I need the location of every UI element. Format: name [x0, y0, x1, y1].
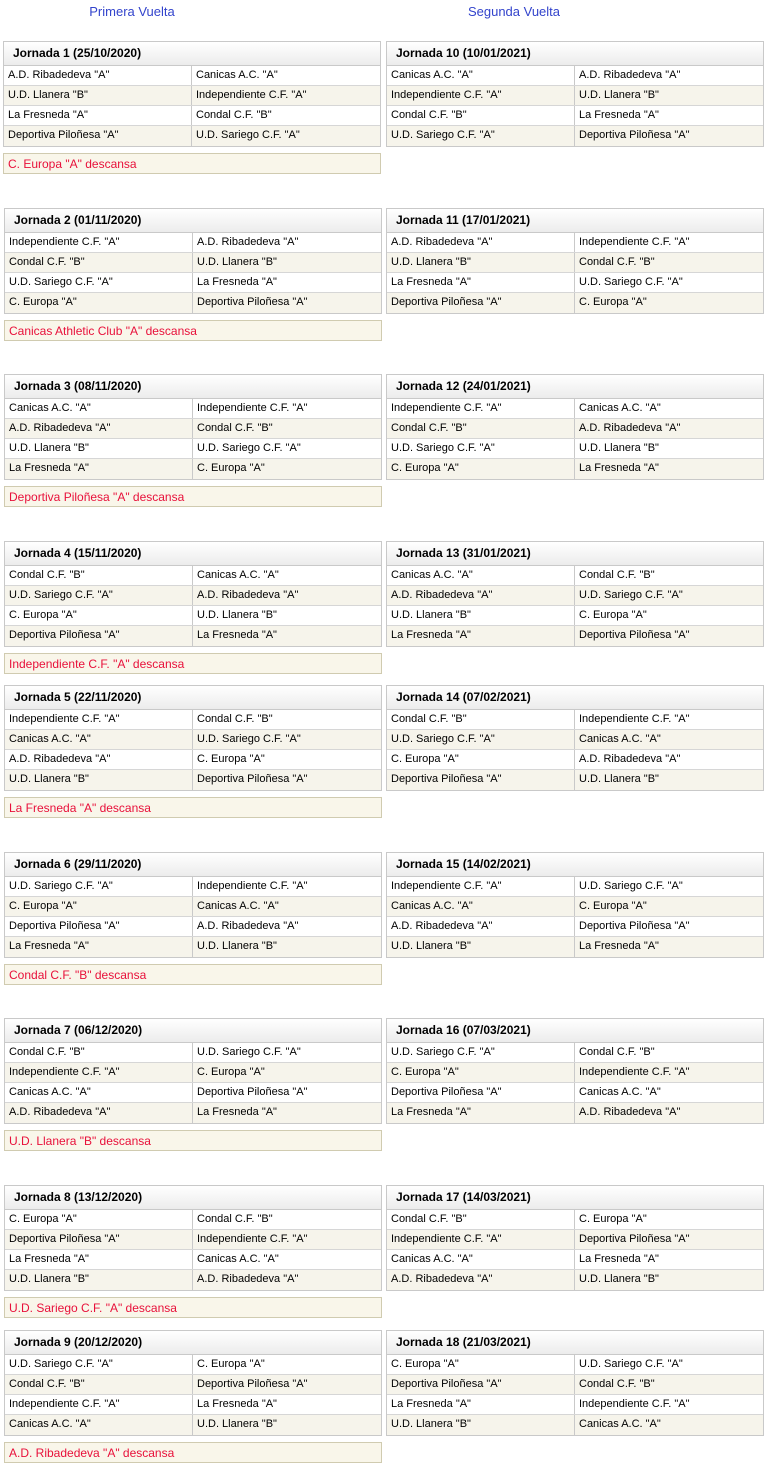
- home-team: Deportiva Piloñesa "A": [387, 770, 575, 790]
- home-team: Deportiva Piloñesa "A": [387, 1083, 575, 1102]
- match-row: [5, 937, 381, 957]
- match-row: [5, 233, 381, 253]
- away-team: C. Europa "A": [197, 1066, 265, 1078]
- away-team: Condal C.F. "B": [579, 1378, 655, 1390]
- home-team: U.D. Llanera "B": [387, 937, 575, 957]
- match-row: [5, 419, 381, 439]
- away-team: Condal C.F. "B": [579, 256, 655, 268]
- away-team: Independiente C.F. "A": [579, 236, 690, 248]
- jornada-table-13: [386, 541, 764, 647]
- jornada-title: Jornada 3 (08/11/2020): [5, 375, 381, 399]
- away-team: Condal C.F. "B": [579, 1046, 655, 1058]
- home-team: Deportiva Piloñesa "A": [5, 1230, 193, 1249]
- match-row: [5, 1270, 381, 1290]
- jornada-title: Jornada 12 (24/01/2021): [387, 375, 763, 399]
- home-team: A.D. Ribadedeva "A": [387, 917, 575, 936]
- away-team: U.D. Sariego C.F. "A": [196, 129, 300, 141]
- match-row: [5, 606, 381, 626]
- match-row: [387, 233, 763, 253]
- home-team: U.D. Sariego C.F. "A": [387, 439, 575, 458]
- home-team: U.D. Llanera "B": [387, 253, 575, 272]
- away-team: A.D. Ribadedeva "A": [197, 236, 299, 248]
- home-team: Condal C.F. "B": [5, 1043, 193, 1062]
- match-row: [387, 273, 763, 293]
- home-team: C. Europa "A": [5, 606, 193, 625]
- away-team: U.D. Sariego C.F. "A": [579, 276, 683, 288]
- match-row: [387, 1083, 763, 1103]
- away-team: La Fresneda "A": [579, 1253, 659, 1265]
- match-row: [387, 1230, 763, 1250]
- home-team: Condal C.F. "B": [387, 710, 575, 729]
- home-team: C. Europa "A": [387, 1063, 575, 1082]
- jornada-table-2: [4, 208, 382, 314]
- match-row: [387, 566, 763, 586]
- away-team: A.D. Ribadedeva "A": [197, 589, 299, 601]
- home-team: C. Europa "A": [387, 1355, 575, 1374]
- away-team: Independiente C.F. "A": [197, 1233, 308, 1245]
- home-team: Independiente C.F. "A": [387, 86, 575, 105]
- jornada-title: Jornada 15 (14/02/2021): [387, 853, 763, 877]
- match-row: [4, 66, 380, 86]
- home-team: La Fresneda "A": [387, 626, 575, 646]
- away-team: Canicas A.C. "A": [197, 569, 279, 581]
- home-team: La Fresneda "A": [387, 1395, 575, 1414]
- match-row: [4, 86, 380, 106]
- match-row: [5, 1415, 381, 1435]
- match-row: [387, 917, 763, 937]
- home-team: A.D. Ribadedeva "A": [5, 1103, 193, 1123]
- away-team: U.D. Sariego C.F. "A": [579, 880, 683, 892]
- away-team: U.D. Sariego C.F. "A": [579, 1358, 683, 1370]
- away-team: La Fresneda "A": [197, 629, 277, 641]
- home-team: A.D. Ribadedeva "A": [5, 750, 193, 769]
- match-row: [387, 106, 763, 126]
- match-row: [387, 399, 763, 419]
- jornada-table-9: [4, 1330, 382, 1436]
- match-row: [5, 253, 381, 273]
- away-team: Independiente C.F. "A": [579, 1398, 690, 1410]
- jornada-title: Jornada 6 (29/11/2020): [5, 853, 381, 877]
- match-row: [5, 750, 381, 770]
- away-team: U.D. Sariego C.F. "A": [197, 1046, 301, 1058]
- away-team: U.D. Llanera "B": [579, 773, 659, 785]
- home-team: Canicas A.C. "A": [5, 1415, 193, 1435]
- match-row: [387, 897, 763, 917]
- home-team: Independiente C.F. "A": [387, 1230, 575, 1249]
- match-row: [5, 399, 381, 419]
- jornada-table-8: [4, 1185, 382, 1291]
- match-row: [5, 459, 381, 479]
- home-team: U.D. Sariego C.F. "A": [387, 730, 575, 749]
- home-team: Canicas A.C. "A": [387, 66, 575, 85]
- home-team: A.D. Ribadedeva "A": [387, 586, 575, 605]
- match-row: [387, 1210, 763, 1230]
- home-team: U.D. Sariego C.F. "A": [387, 126, 575, 146]
- match-row: [387, 253, 763, 273]
- home-team: Condal C.F. "B": [5, 253, 193, 272]
- home-team: U.D. Sariego C.F. "A": [5, 1355, 193, 1374]
- jornada-title: Jornada 9 (20/12/2020): [5, 1331, 381, 1355]
- away-team: U.D. Sariego C.F. "A": [197, 733, 301, 745]
- match-row: [387, 1250, 763, 1270]
- home-team: Independiente C.F. "A": [5, 710, 193, 729]
- match-row: [5, 626, 381, 646]
- match-row: [387, 459, 763, 479]
- away-team: A.D. Ribadedeva "A": [579, 1106, 681, 1118]
- home-team: C. Europa "A": [5, 1210, 193, 1229]
- match-row: [387, 126, 763, 146]
- jornada-title: Jornada 13 (31/01/2021): [387, 542, 763, 566]
- match-row: [5, 1210, 381, 1230]
- home-team: Canicas A.C. "A": [5, 399, 193, 418]
- away-team: Canicas A.C. "A": [579, 733, 661, 745]
- home-team: U.D. Sariego C.F. "A": [5, 877, 193, 896]
- away-team: U.D. Llanera "B": [197, 1418, 277, 1430]
- away-team: A.D. Ribadedeva "A": [197, 920, 299, 932]
- home-team: Independiente C.F. "A": [5, 1395, 193, 1414]
- jornada-table-16: [386, 1018, 764, 1124]
- jornada-title: Jornada 16 (07/03/2021): [387, 1019, 763, 1043]
- match-row: [5, 586, 381, 606]
- home-team: C. Europa "A": [387, 459, 575, 479]
- away-team: U.D. Llanera "B": [197, 609, 277, 621]
- away-team: U.D. Llanera "B": [579, 89, 659, 101]
- away-team: Canicas A.C. "A": [579, 1086, 661, 1098]
- jornada-table-6: [4, 852, 382, 958]
- match-row: [4, 106, 380, 126]
- jornada-title: Jornada 1 (25/10/2020): [4, 42, 380, 66]
- match-row: [387, 1270, 763, 1290]
- jornada-title: Jornada 2 (01/11/2020): [5, 209, 381, 233]
- away-team: Deportiva Piloñesa "A": [579, 129, 690, 141]
- home-team: C. Europa "A": [5, 293, 193, 313]
- home-team: Independiente C.F. "A": [387, 877, 575, 896]
- away-team: Deportiva Piloñesa "A": [197, 1378, 308, 1390]
- away-team: C. Europa "A": [579, 900, 647, 912]
- jornada-table-1: [3, 41, 381, 147]
- home-team: Canicas A.C. "A": [387, 897, 575, 916]
- away-team: Independiente C.F. "A": [197, 880, 308, 892]
- home-team: C. Europa "A": [5, 897, 193, 916]
- jornada-table-7: [4, 1018, 382, 1124]
- home-team: La Fresneda "A": [387, 1103, 575, 1123]
- away-team: Canicas A.C. "A": [579, 402, 661, 414]
- home-team: Condal C.F. "B": [387, 106, 575, 125]
- away-team: Deportiva Piloñesa "A": [579, 629, 690, 641]
- jornada-table-5: [4, 685, 382, 791]
- segunda-vuelta-header: Segunda Vuelta: [467, 4, 561, 19]
- match-row: [5, 770, 381, 790]
- jornada-table-12: [386, 374, 764, 480]
- match-row: [5, 1083, 381, 1103]
- home-team: U.D. Llanera "B": [387, 1415, 575, 1435]
- match-row: [5, 1375, 381, 1395]
- rest-team-notice: Condal C.F. "B" descansa: [4, 964, 382, 985]
- away-team: La Fresneda "A": [197, 1398, 277, 1410]
- match-row: [387, 86, 763, 106]
- jornada-title: Jornada 4 (15/11/2020): [5, 542, 381, 566]
- home-team: A.D. Ribadedeva "A": [5, 419, 193, 438]
- match-row: [387, 1103, 763, 1123]
- home-team: Deportiva Piloñesa "A": [387, 293, 575, 313]
- rest-team-notice: U.D. Sariego C.F. "A" descansa: [4, 1297, 382, 1318]
- match-row: [387, 1375, 763, 1395]
- home-team: Canicas A.C. "A": [5, 1083, 193, 1102]
- home-team: Independiente C.F. "A": [5, 233, 193, 252]
- home-team: U.D. Llanera "B": [5, 1270, 193, 1290]
- home-team: Deportiva Piloñesa "A": [5, 917, 193, 936]
- match-row: [387, 606, 763, 626]
- away-team: A.D. Ribadedeva "A": [579, 422, 681, 434]
- home-team: Canicas A.C. "A": [387, 1250, 575, 1269]
- home-team: La Fresneda "A": [387, 273, 575, 292]
- match-row: [387, 710, 763, 730]
- match-row: [387, 750, 763, 770]
- home-team: Independiente C.F. "A": [5, 1063, 193, 1082]
- jornada-title: Jornada 7 (06/12/2020): [5, 1019, 381, 1043]
- away-team: La Fresneda "A": [197, 276, 277, 288]
- match-row: [5, 1230, 381, 1250]
- home-team: Canicas A.C. "A": [387, 566, 575, 585]
- away-team: La Fresneda "A": [579, 940, 659, 952]
- away-team: U.D. Llanera "B": [579, 1273, 659, 1285]
- away-team: C. Europa "A": [197, 753, 265, 765]
- match-row: [387, 586, 763, 606]
- jornada-title: Jornada 17 (14/03/2021): [387, 1186, 763, 1210]
- jornada-title: Jornada 10 (10/01/2021): [387, 42, 763, 66]
- away-team: Independiente C.F. "A": [579, 1066, 690, 1078]
- jornada-table-18: [386, 1330, 764, 1436]
- away-team: La Fresneda "A": [579, 462, 659, 474]
- home-team: U.D. Sariego C.F. "A": [387, 1043, 575, 1062]
- away-team: C. Europa "A": [197, 1358, 265, 1370]
- away-team: Canicas A.C. "A": [197, 1253, 279, 1265]
- away-team: Deportiva Piloñesa "A": [197, 773, 308, 785]
- away-team: La Fresneda "A": [579, 109, 659, 121]
- rest-team-notice: U.D. Llanera "B" descansa: [4, 1130, 382, 1151]
- match-row: [5, 1395, 381, 1415]
- home-team: Condal C.F. "B": [387, 419, 575, 438]
- home-team: A.D. Ribadedeva "A": [387, 1270, 575, 1290]
- away-team: U.D. Llanera "B": [197, 940, 277, 952]
- match-row: [387, 1415, 763, 1435]
- home-team: La Fresneda "A": [5, 937, 193, 957]
- home-team: Canicas A.C. "A": [5, 730, 193, 749]
- home-team: U.D. Llanera "B": [5, 770, 193, 790]
- match-row: [387, 1063, 763, 1083]
- match-row: [5, 273, 381, 293]
- home-team: Deportiva Piloñesa "A": [4, 126, 192, 146]
- rest-team-notice: Independiente C.F. "A" descansa: [4, 653, 382, 674]
- match-row: [387, 293, 763, 313]
- away-team: Condal C.F. "B": [197, 1213, 273, 1225]
- match-row: [387, 419, 763, 439]
- match-row: [387, 66, 763, 86]
- jornada-title: Jornada 11 (17/01/2021): [387, 209, 763, 233]
- match-row: [5, 1043, 381, 1063]
- match-row: [387, 1395, 763, 1415]
- jornada-title: Jornada 18 (21/03/2021): [387, 1331, 763, 1355]
- away-team: Condal C.F. "B": [197, 422, 273, 434]
- home-team: La Fresneda "A": [4, 106, 192, 125]
- away-team: Canicas A.C. "A": [197, 900, 279, 912]
- jornada-title: Jornada 5 (22/11/2020): [5, 686, 381, 710]
- rest-team-notice: A.D. Ribadedeva "A" descansa: [4, 1442, 382, 1463]
- away-team: A.D. Ribadedeva "A": [579, 753, 681, 765]
- away-team: Condal C.F. "B": [197, 713, 273, 725]
- home-team: Condal C.F. "B": [387, 1210, 575, 1229]
- match-row: [5, 566, 381, 586]
- away-team: Independiente C.F. "A": [197, 402, 308, 414]
- away-team: Condal C.F. "B": [579, 569, 655, 581]
- away-team: A.D. Ribadedeva "A": [579, 69, 681, 81]
- jornada-title: Jornada 14 (07/02/2021): [387, 686, 763, 710]
- match-row: [5, 293, 381, 313]
- rest-team-notice: La Fresneda "A" descansa: [4, 797, 382, 818]
- match-row: [387, 770, 763, 790]
- match-row: [387, 1355, 763, 1375]
- match-row: [387, 439, 763, 459]
- match-row: [387, 626, 763, 646]
- match-row: [5, 917, 381, 937]
- home-team: Independiente C.F. "A": [387, 399, 575, 418]
- away-team: U.D. Llanera "B": [197, 256, 277, 268]
- away-team: Independiente C.F. "A": [579, 713, 690, 725]
- away-team: U.D. Sariego C.F. "A": [197, 442, 301, 454]
- away-team: Canicas A.C. "A": [196, 69, 278, 81]
- away-team: U.D. Sariego C.F. "A": [579, 589, 683, 601]
- match-row: [5, 439, 381, 459]
- away-team: Condal C.F. "B": [196, 109, 272, 121]
- away-team: U.D. Llanera "B": [579, 442, 659, 454]
- away-team: Deportiva Piloñesa "A": [579, 1233, 690, 1245]
- home-team: C. Europa "A": [387, 750, 575, 769]
- away-team: C. Europa "A": [197, 462, 265, 474]
- away-team: C. Europa "A": [579, 296, 647, 308]
- match-row: [5, 1103, 381, 1123]
- home-team: A.D. Ribadedeva "A": [387, 233, 575, 252]
- away-team: Deportiva Piloñesa "A": [579, 920, 690, 932]
- home-team: Deportiva Piloñesa "A": [387, 1375, 575, 1394]
- home-team: U.D. Sariego C.F. "A": [5, 586, 193, 605]
- match-row: [387, 730, 763, 750]
- away-team: Deportiva Piloñesa "A": [197, 1086, 308, 1098]
- away-team: Independiente C.F. "A": [196, 89, 307, 101]
- match-row: [5, 1250, 381, 1270]
- jornada-table-3: [4, 374, 382, 480]
- primera-vuelta-header: Primera Vuelta: [89, 4, 175, 19]
- home-team: Condal C.F. "B": [5, 1375, 193, 1394]
- rest-team-notice: Canicas Athletic Club "A" descansa: [4, 320, 382, 341]
- away-team: Deportiva Piloñesa "A": [197, 296, 308, 308]
- jornada-table-10: [386, 41, 764, 147]
- rest-team-notice: Deportiva Piloñesa "A" descansa: [4, 486, 382, 507]
- match-row: [387, 1043, 763, 1063]
- match-row: [5, 897, 381, 917]
- home-team: U.D. Sariego C.F. "A": [5, 273, 193, 292]
- match-row: [387, 937, 763, 957]
- jornada-table-17: [386, 1185, 764, 1291]
- home-team: La Fresneda "A": [5, 1250, 193, 1269]
- jornada-table-11: [386, 208, 764, 314]
- match-row: [5, 1355, 381, 1375]
- match-row: [5, 730, 381, 750]
- home-team: U.D. Llanera "B": [5, 439, 193, 458]
- away-team: La Fresneda "A": [197, 1106, 277, 1118]
- jornada-title: Jornada 8 (13/12/2020): [5, 1186, 381, 1210]
- match-row: [387, 877, 763, 897]
- jornada-table-4: [4, 541, 382, 647]
- home-team: U.D. Llanera "B": [4, 86, 192, 105]
- rest-team-notice: C. Europa "A" descansa: [3, 153, 381, 174]
- home-team: Deportiva Piloñesa "A": [5, 626, 193, 646]
- match-row: [4, 126, 380, 146]
- match-row: [5, 1063, 381, 1083]
- jornada-table-15: [386, 852, 764, 958]
- away-team: C. Europa "A": [579, 1213, 647, 1225]
- match-row: [5, 877, 381, 897]
- home-team: A.D. Ribadedeva "A": [4, 66, 192, 85]
- away-team: A.D. Ribadedeva "A": [197, 1273, 299, 1285]
- jornada-table-14: [386, 685, 764, 791]
- away-team: Canicas A.C. "A": [579, 1418, 661, 1430]
- away-team: C. Europa "A": [579, 609, 647, 621]
- match-row: [5, 710, 381, 730]
- home-team: Condal C.F. "B": [5, 566, 193, 585]
- home-team: U.D. Llanera "B": [387, 606, 575, 625]
- home-team: La Fresneda "A": [5, 459, 193, 479]
